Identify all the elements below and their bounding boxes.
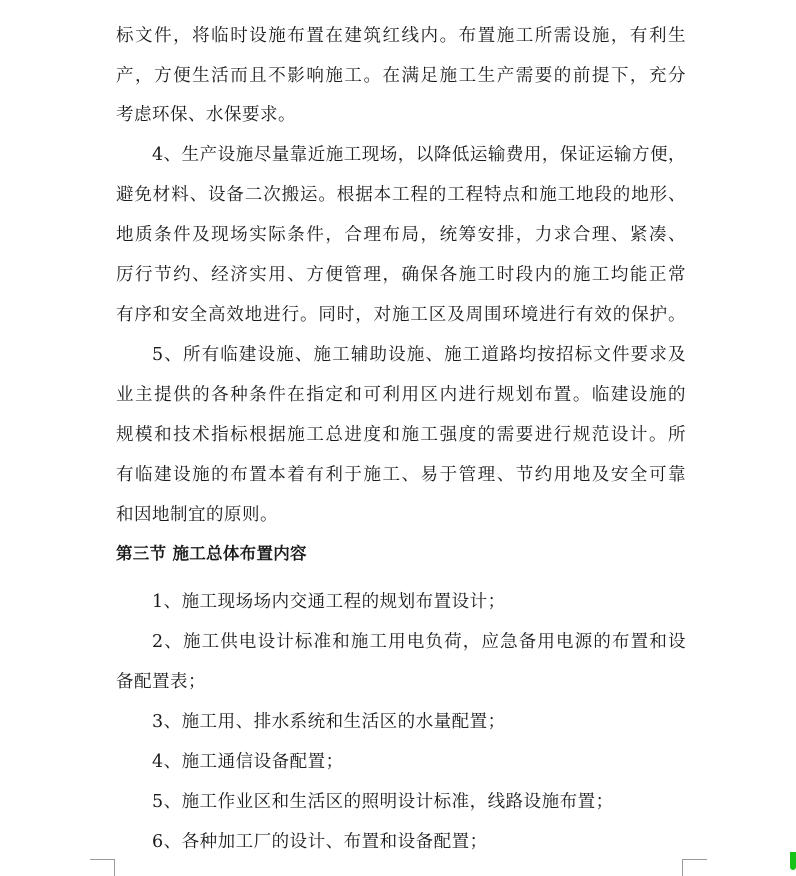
paragraph-line: 厉行节约、经济实用、方便管理，确保各施工时段内的施工均能正常	[116, 265, 686, 285]
list-item: 2、施工供电设计标准和施工用电负荷，应急备用电源的布置和设	[152, 632, 686, 652]
paragraph-line: 产，方便生活而且不影响施工。在满足施工生产需要的前提下，充分	[116, 66, 686, 86]
list-item: 6、各种加工厂的设计、布置和设备配置；	[152, 832, 488, 852]
section-heading: 第三节 施工总体布置内容	[116, 544, 307, 563]
paragraph-line: 有临建设施的布置本着有利于施工、易于管理、节约用地及安全可靠	[116, 465, 686, 485]
paragraph-line: 标文件，将临时设施布置在建筑红线内。布置施工所需设施，有利生	[116, 26, 686, 46]
list-item: 3、施工用、排水系统和生活区的水量配置；	[152, 712, 506, 732]
paragraph-line: 业主提供的各种条件在指定和可利用区内进行规划布置。临建设施的	[116, 385, 686, 405]
crop-mark-bottom-left	[90, 859, 115, 876]
scroll-edge-indicator	[790, 852, 796, 870]
paragraph-line: 避免材料、设备二次搬运。根据本工程的工程特点和施工地段的地形、	[116, 185, 686, 205]
paragraph-line: 4、生产设施尽量靠近施工现场，以降低运输费用，保证运输方便，	[152, 145, 686, 165]
paragraph-line: 规模和技术指标根据施工总进度和施工强度的需要进行规范设计。所	[116, 425, 686, 445]
list-item: 5、施工作业区和生活区的照明设计标准，线路设施布置；	[152, 792, 614, 812]
paragraph-line: 考虑环保、水保要求。	[116, 105, 296, 125]
list-item-continuation: 备配置表；	[116, 672, 206, 692]
paragraph-line: 和因地制宜的原则。	[116, 505, 278, 525]
paragraph-line: 5、所有临建设施、施工辅助设施、施工道路均按招标文件要求及	[152, 345, 686, 365]
paragraph-line: 有序和安全高效地进行。同时，对施工区及周围环境进行有效的保护。	[116, 305, 686, 325]
crop-mark-bottom-right	[682, 859, 707, 876]
list-item: 1、施工现场场内交通工程的规划布置设计；	[152, 592, 506, 612]
list-item: 4、施工通信设备配置；	[152, 752, 344, 772]
paragraph-line: 地质条件及现场实际条件，合理布局，统筹安排，力求合理、紧凑、	[116, 225, 686, 245]
